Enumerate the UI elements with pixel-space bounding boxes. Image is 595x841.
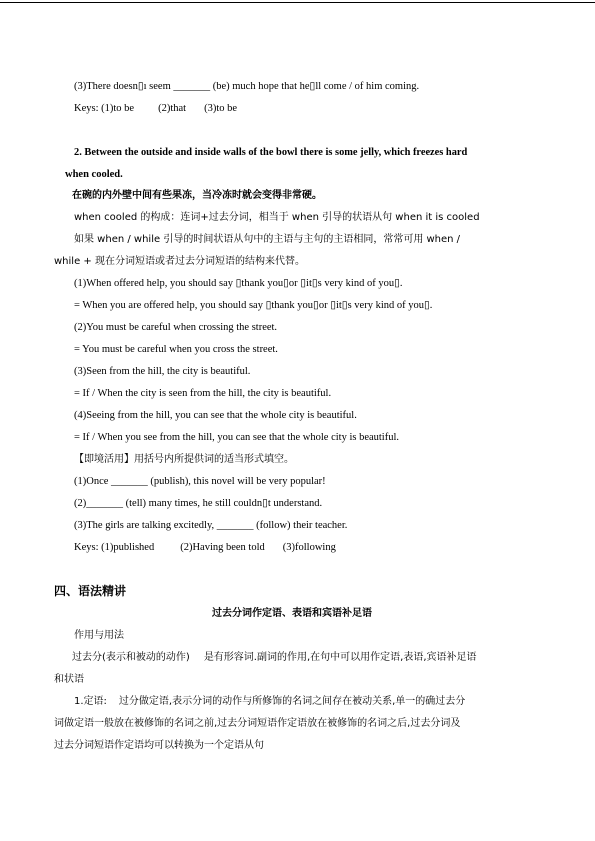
note-line-1: when cooled 的构成：连词+过去分词，相当于 when 引导的状语从句 when it is cooled bbox=[74, 212, 480, 223]
example-line: = If / When the city is seen from the hill, the city is beautiful. bbox=[74, 388, 332, 399]
example-line: (1)When offered help, you should say ▯thank you▯or ▯it▯s very kind of you▯. bbox=[74, 278, 403, 289]
keys-line-2 bbox=[74, 541, 336, 554]
key-item: (3)to be bbox=[204, 103, 238, 114]
page-top-rule bbox=[0, 2, 595, 3]
note-line-3: while + 现在分词短语或者过去分词短语的结构来代替。 bbox=[54, 256, 305, 267]
grammar-title: 过去分词作定语、表语和宾语补足语 bbox=[212, 608, 372, 619]
key-item: (2)Having been told bbox=[180, 542, 265, 553]
practice-heading: 【即境活用】用括号内所提供词的适当形式填空。 bbox=[74, 454, 294, 465]
attribute-line-1 bbox=[74, 695, 465, 708]
practice-item: (3)The girls are talking excitedly, _______ (follow) their teacher. bbox=[74, 520, 348, 531]
example-line: = If / When you see from the hill, you can see that the whole city is beautiful. bbox=[74, 432, 400, 443]
practice-item: (1)Once _______ (publish), this novel will be very popular! bbox=[74, 476, 326, 487]
note-line-2: 如果 when / while 引导的时间状语从句中的主语与主句的主语相同，常常可用 when / bbox=[74, 234, 461, 245]
usage-line-1 bbox=[72, 651, 477, 664]
item-2-title-line-2: when cooled. bbox=[65, 169, 123, 180]
usage-heading: 作用与用法 bbox=[74, 630, 124, 641]
attribute-line-3: 过去分词短语作定语均可以转换为一个定语从句 bbox=[54, 740, 264, 751]
key-item: Keys: (1)to be bbox=[74, 103, 135, 114]
practice-item: (2)_______ (tell) many times, he still couldn▯t understand. bbox=[74, 498, 323, 509]
example-line: (4)Seeing from the hill, you can see that the whole city is beautiful. bbox=[74, 410, 357, 421]
key-item: (3)following bbox=[282, 542, 336, 553]
example-line: (3)Seen from the hill, the city is beautiful. bbox=[74, 366, 251, 377]
example-line: (2)You must be careful when crossing the street. bbox=[74, 322, 278, 333]
usage-text: 是有形容词.副词的作用,在句中可以用作定语,表语,宾语补足语 bbox=[203, 652, 477, 663]
item-2-translation: 在碗的内外壁中间有些果冻，当冷冻时就会变得非常硬。 bbox=[72, 190, 322, 201]
attribute-label: 1.定语: bbox=[74, 696, 107, 707]
example-3-line: (3)There doesn▯ı seem _______ (be) much hope that he▯ll come / of him coming. bbox=[74, 81, 420, 92]
attribute-text: 过分做定语,表示分词的动作与所修饰的名词之间存在被动关系,单一的确过去分 bbox=[118, 696, 466, 707]
usage-line-2: 和状语 bbox=[54, 674, 84, 685]
key-item: Keys: (1)published bbox=[74, 542, 155, 553]
example-line: = When you are offered help, you should say ▯thank you▯or ▯it▯s very kind of you▯. bbox=[74, 300, 433, 311]
item-2-title-line-1: 2. Between the outside and inside walls of the bowl there is some jelly, which freezes hard bbox=[74, 147, 468, 158]
section-4-heading: 四、语法精讲 bbox=[54, 584, 127, 598]
attribute-line-2: 词做定语一般放在被修饰的名词之前,过去分词短语作定语放在被修饰的名词之后,过去分词及 bbox=[54, 718, 461, 729]
key-item: (2)that bbox=[158, 103, 187, 114]
example-line: = You must be careful when you cross the street. bbox=[74, 344, 278, 355]
keys-line-1 bbox=[74, 102, 237, 115]
usage-text: 过去分(表示和被动的动作) bbox=[72, 652, 190, 663]
